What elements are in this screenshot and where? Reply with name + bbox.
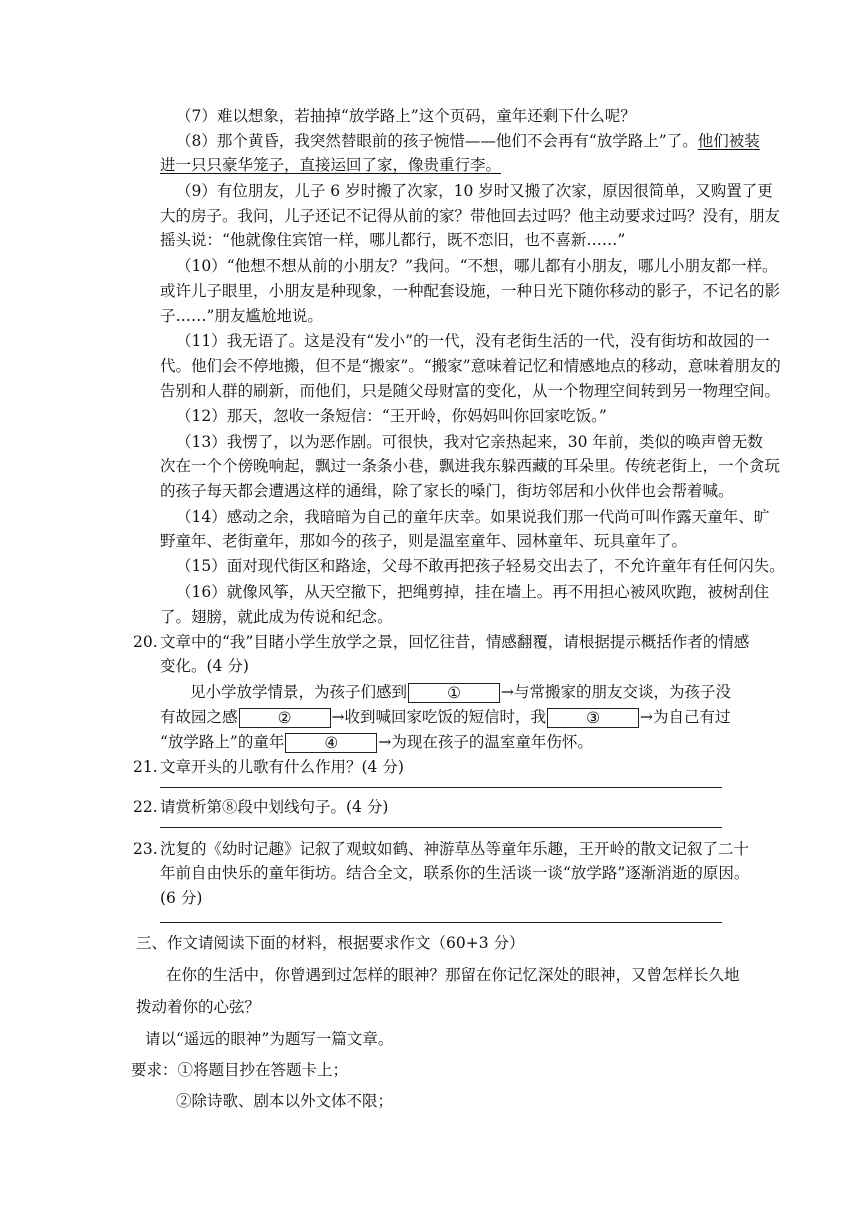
answer-box-2[interactable]: ② [239,708,331,728]
paragraph-16-line-1: （16）就像风筝，从天空撤下，把绳剪掉，挂在墙上。再不用担心被风吹跑，被树刮住 [176,583,770,601]
question-23-line-1: 沈复的《幼时记趣》记叙了观蚊如鹤、神游草丛等童年乐趣，王开岭的散文记叙了二十 [160,840,750,858]
question-22-text: 请赏析第⑧段中划线句子。(4 分) [160,798,389,816]
essay-requirements-line-1 [131,1059,348,1081]
question-23-line-2: 年前自由快乐的童年街坊。结合全文，联系你的生活谈一谈“放学路”逐渐消逝的原因。 [160,864,750,882]
paragraph-9-line-2: 大的房子。我问，儿子还记不记得从前的家？带他回去过吗？他主动要求过吗？没有，朋友 [160,207,781,225]
paragraph-16-line-2: 了。翅膀，就此成为传说和纪念。 [160,608,393,626]
paragraph-13-line-1: （13）我愣了，以为恶作剧。可很快，我对它亲热起来，30 年前，类似的唤声曾无数 [176,433,763,451]
underlined-sentence-part-1: 他们被装 [697,132,760,150]
fill-text: “放学路上”的童年 [160,733,285,751]
question-21-text: 文章开头的儿歌有什么作用？(4 分) [160,758,404,776]
question-20-fill-line-3 [160,732,725,753]
question-23-line-3: (6 分) [160,889,203,907]
requirement-1: ①将题目抄在答题卡上； [177,1061,349,1079]
question-20-fill-line-1 [190,682,755,703]
fill-text: →为自己有过 [640,708,731,726]
essay-heading: 三、作文请阅读下面的材料，根据要求作文（60+3 分） [136,934,525,952]
question-20-line-1: 文章中的“我”目睹小学生放学之景，回忆往昔，情感翻覆，请根据提示概括作者的情感 [160,633,750,651]
question-20-number: 20. [133,633,158,651]
paragraph-10-line-1: （10）“他想不想从前的小朋友？”我问。“不想，哪儿都有小朋友，哪儿小朋友都一样。 [176,257,778,275]
answer-line-23[interactable] [160,922,722,923]
paragraph-9-line-3: 摇头说：“他就像住宾馆一样，哪儿都行，既不恋旧，也不喜新……” [160,231,626,249]
essay-title-requirement: 请以“遥远的眼神”为题写一篇文章。 [145,1030,394,1048]
question-20-fill-line-2 [160,707,731,728]
essay-prompt-line-1: 在你的生活中，你曾遇到过怎样的眼神？那留在你记忆深处的眼神，又曾怎样长久地 [166,966,740,984]
paragraph-12: （12）那天，忽收一条短信：“王开岭，你妈妈叫你回家吃饭。” [176,407,607,425]
paragraph-14-line-2: 野童年、老街童年，那如今的孩子，则是温室童年、园林童年、玩具童年了。 [160,532,688,550]
fill-text: 有故园之感 [160,708,238,726]
paragraph-15: （15）面对现代街区和路途，父母不敢再把孩子轻易交出去了，不允许童年有任何闪失。 [176,557,785,575]
paragraph-10-line-2: 或许儿子眼里，小朋友是种现象，一种配套设施，一种日光下随你移动的影子，不记名的影 [160,282,781,300]
paragraph-10-line-3: 子……”朋友尴尬地说。 [160,307,323,325]
paragraph-11-line-3: 告别和人群的刷新，而他们，只是随父母财富的变化，从一个物理空间转到另一物理空间。 [160,382,781,400]
question-20-line-2: 变化。(4 分) [160,657,249,675]
answer-box-3[interactable]: ③ [547,708,639,728]
answer-line-22[interactable] [160,827,722,828]
paragraph-8-line-2 [160,155,725,175]
question-22-number: 22. [133,798,158,816]
answer-box-1[interactable]: ① [408,683,500,703]
answer-line-21[interactable] [160,787,722,788]
underlined-sentence-part-2: 进一只只豪华笼子，直接运回了家，像贵重行李。 [160,156,502,174]
paragraph-9-line-1: （9）有位朋友，儿子 6 岁时搬了次家，10 岁时又搬了次家，原因很简单，又购置了更 [176,182,773,200]
fill-text: →为现在孩子的温室童年伤怀。 [378,733,593,751]
question-21-number: 21. [133,758,158,776]
paragraph-13-line-3: 的孩子每天都会遭遇这样的通缉，除了家长的嗓门，街坊邻居和小伙伴也会帮着喊。 [160,482,734,500]
fill-text: →与常搬家的朋友交谈，为孩子没 [501,683,732,701]
paragraph-7: （7）难以想象，若抽掉“放学路上”这个页码，童年还剩下什么呢？ [176,107,636,125]
fill-text: 见小学放学情景，为孩子们感到 [190,683,408,701]
paragraph-8-text: （8）那个黄昏，我突然替眼前的孩子惋惜——他们不会再有“放学路上”了。 [176,132,698,150]
requirement-2: ②除诗歌、剧本以外文体不限； [176,1092,394,1110]
requirements-label: 要求： [131,1061,178,1079]
fill-text: →收到喊回家吃饭的短信时，我 [331,708,547,726]
essay-prompt-line-2: 拨动着你的心弦？ [136,998,261,1016]
paragraph-11-line-2: 代。他们会不停地搬，但不是“搬家”。“搬家”意味着记忆和情感地点的移动，意味着朋友的 [160,357,781,375]
question-23-number: 23. [133,840,158,858]
paragraph-13-line-2: 次在一个个傍晚响起，飘过一条条小巷，飘进我东躲西藏的耳朵里。传统老街上，一个贪玩 [160,457,781,475]
paragraph-11-line-1: （11）我无语了。这是没有“发小”的一代，没有老街生活的一代，没有街坊和故园的一 [176,332,770,350]
paragraph-14-line-1: （14）感动之余，我暗暗为自己的童年庆幸。如果说我们那一代尚可叫作露天童年、旷 [176,508,770,526]
paragraph-8-line-1 [176,131,760,151]
answer-box-4[interactable]: ④ [285,733,377,753]
